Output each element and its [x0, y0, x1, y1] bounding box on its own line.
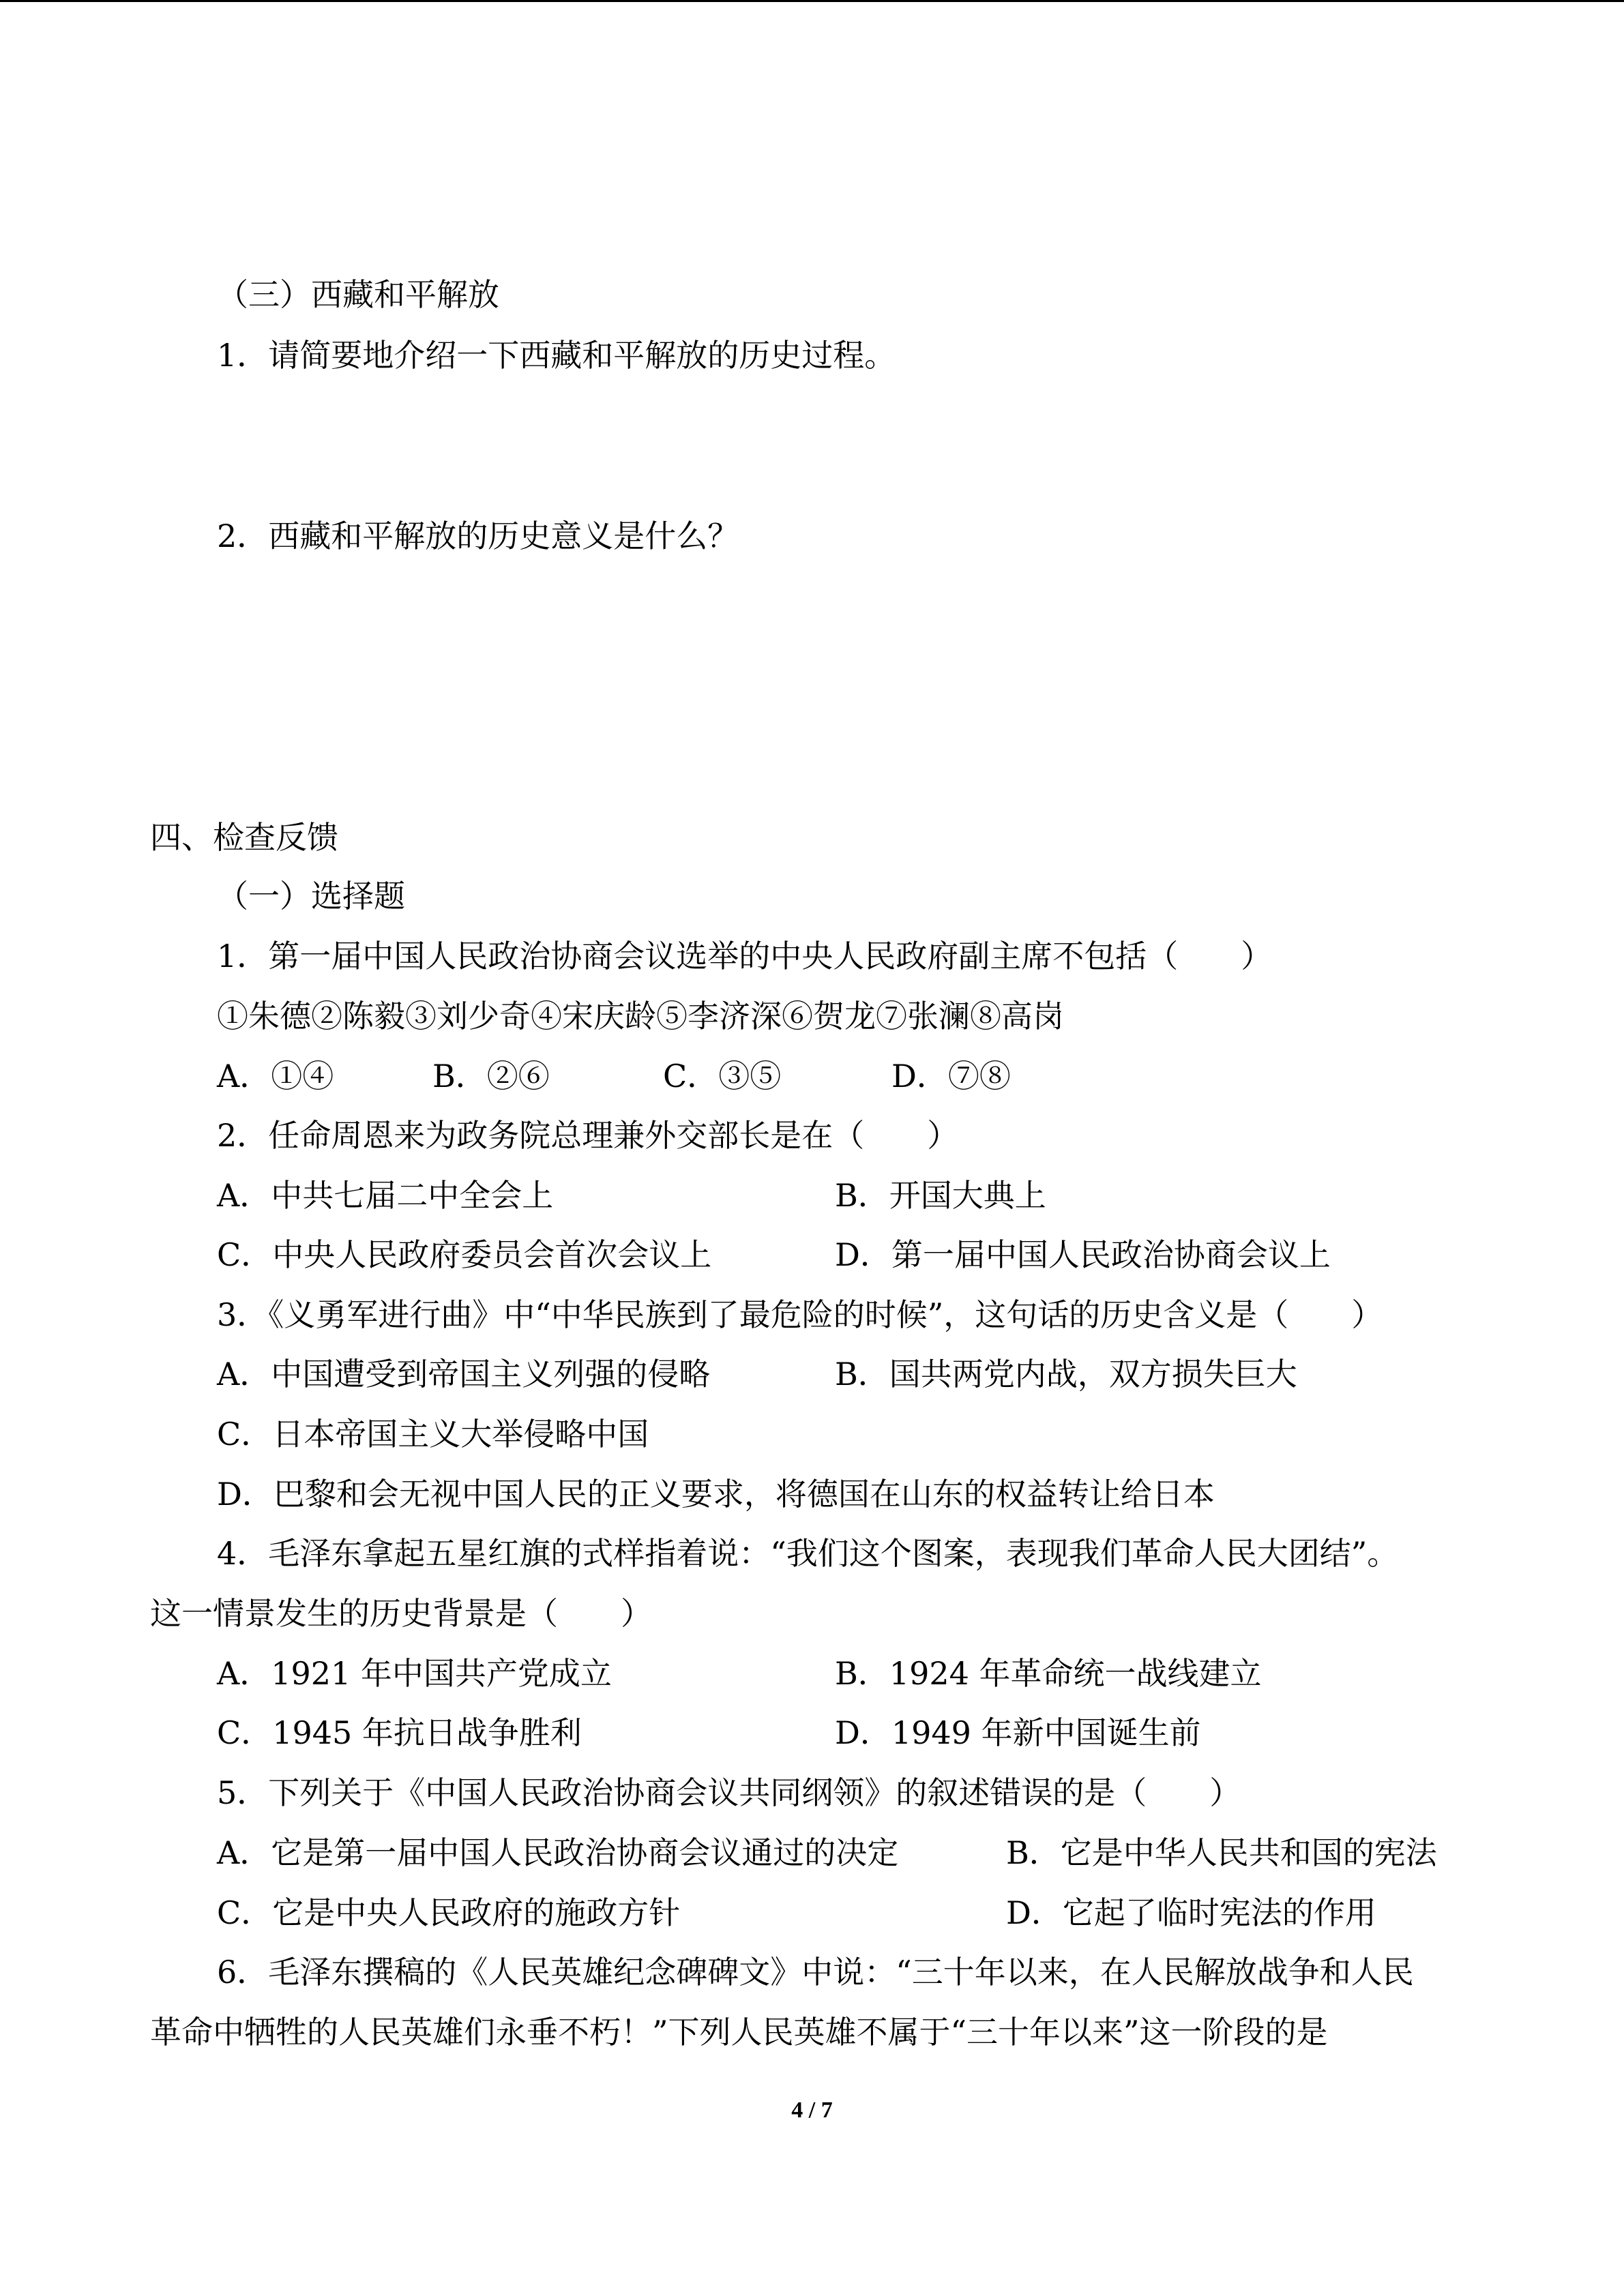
page-number: 4 / 7 — [791, 2098, 833, 2123]
q4-option-c: C．1945 年抗日战争胜利 — [217, 1714, 582, 1751]
q3-stem: 3．《义勇军进行曲》中“中华民族到了最危险的时候”，这句话的历史含义是（ ） — [217, 1296, 1383, 1333]
q6-stem-line1: 6．毛泽东撰稿的《人民英雄纪念碑碑文》中说：“三十年以来，在人民解放战争和人民 — [217, 1954, 1414, 1991]
q1-option-c: C．③⑤ — [663, 1058, 782, 1094]
q2-option-d: D．第一届中国人民政治协商会议上 — [835, 1236, 1331, 1273]
q4-stem-line1: 4．毛泽东拿起五星红旗的式样指着说：“我们这个图案，表现我们革命人民大团结”。 — [217, 1535, 1399, 1572]
q2-option-a: A．中共七届二中全会上 — [217, 1177, 554, 1214]
question-3-1: 1．请简要地介绍一下西藏和平解放的历史过程。 — [217, 337, 896, 374]
q1-stem: 1．第一届中国人民政治协商会议选举的中央人民政府副主席不包括（ ） — [217, 938, 1273, 974]
section-3-heading: （三）西藏和平解放 — [217, 276, 499, 313]
q2-option-b: B．开国大典上 — [835, 1177, 1046, 1214]
q1-option-b: B．②⑥ — [432, 1058, 550, 1094]
q2-stem: 2．任命周恩来为政务院总理兼外交部长是在（ ） — [217, 1117, 959, 1154]
q2-option-c: C．中央人民政府委员会首次会议上 — [217, 1236, 712, 1273]
top-border — [0, 0, 1624, 2]
q4-option-b: B．1924 年革命统一战线建立 — [835, 1655, 1262, 1692]
q3-option-a: A．中国遭受到帝国主义列强的侵略 — [217, 1356, 711, 1392]
q1-option-a: A．①④ — [217, 1058, 334, 1094]
q4-option-a: A．1921 年中国共产党成立 — [217, 1655, 612, 1692]
section-4-heading: 四、检查反馈 — [150, 819, 338, 856]
q4-stem-line2: 这一情景发生的历史背景是（ ） — [150, 1595, 652, 1632]
q5-option-c: C．它是中央人民政府的施政方针 — [217, 1894, 681, 1931]
q5-option-a: A．它是第一届中国人民政治协商会议通过的决定 — [217, 1834, 899, 1871]
q3-option-c: C．日本帝国主义大举侵略中国 — [217, 1416, 649, 1452]
q1-list: ①朱德②陈毅③刘少奇④宋庆龄⑤李济深⑥贺龙⑦张澜⑧高岗 — [217, 998, 1064, 1034]
q6-stem-line2: 革命中牺牲的人民英雄们永垂不朽！”下列人民英雄不属于“三十年以来”这一阶段的是 — [150, 2014, 1328, 2051]
q3-option-b: B．国共两党内战，双方损失巨大 — [835, 1356, 1297, 1392]
q5-option-d: D．它起了临时宪法的作用 — [1006, 1894, 1376, 1931]
q5-option-b: B．它是中华人民共和国的宪法 — [1006, 1834, 1437, 1871]
q3-option-d: D．巴黎和会无视中国人民的正义要求，将德国在山东的权益转让给日本 — [217, 1476, 1215, 1512]
question-3-2: 2．西藏和平解放的历史意义是什么？ — [217, 518, 739, 554]
q4-option-d: D．1949 年新中国诞生前 — [835, 1714, 1201, 1751]
choice-section-heading: （一）选择题 — [217, 878, 405, 914]
q5-stem: 5．下列关于《中国人民政治协商会议共同纲领》的叙述错误的是（ ） — [217, 1774, 1241, 1811]
q1-option-d: D．⑦⑧ — [891, 1058, 1011, 1094]
